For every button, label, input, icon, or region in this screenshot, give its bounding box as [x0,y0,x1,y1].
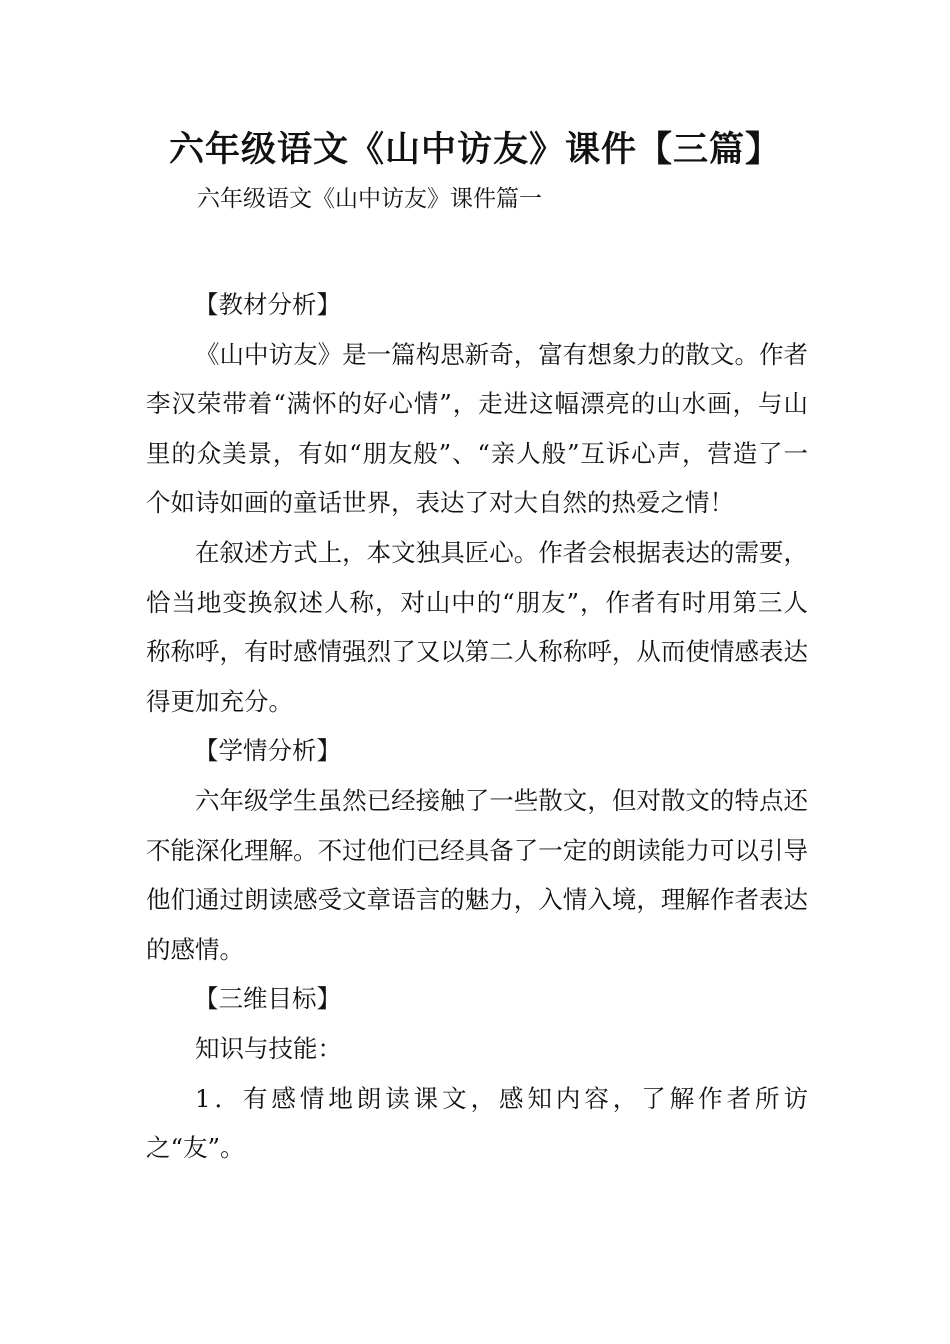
document-title: 六年级语文《山中访友》课件【三篇】 [168,130,781,170]
document-body [146,280,808,1173]
goal-item-1: 1．有感情地朗读课文，感知内容，了解作者所访之“友”。 [146,1083,808,1163]
document-subtitle: 六年级语文《山中访友》课件篇一 [197,186,542,212]
section-heading-goals: 【三维目标】 [194,984,341,1014]
analysis-paragraph-1: 《山中访友》是一篇构思新奇，富有想象力的散文。作者李汉荣带着“满怀的好心情”，走进这幅漂亮的山水画，与山里的众美景，有如“朋友般”、“亲人般”互诉心声，营造了一个如诗如画的童话世界，表达了对大自然的热爱之情！ [146,339,808,518]
section-heading-analysis: 【教材分析】 [194,290,341,319]
student-paragraph-1: 六年级学生虽然已经接触了一些散文，但对散文的特点还不能深化理解。不过他们已经具备了一定的朗读能力可以引导他们通过朗读感受文章语言的魅力，入情入境，理解作者表达的感情。 [146,785,808,964]
analysis-paragraph-2: 在叙述方式上，本文独具匠心。作者会根据表达的需要，恰当地变换叙述人称，对山中的“朋友”，作者有时用第三人称称呼，有时感情强烈了又以第二人称称呼，从而使情感表达得更加充分。 [146,537,808,716]
knowledge-skills-label: 知识与技能： [195,1033,342,1063]
section-heading-student: 【学情分析】 [194,736,341,766]
